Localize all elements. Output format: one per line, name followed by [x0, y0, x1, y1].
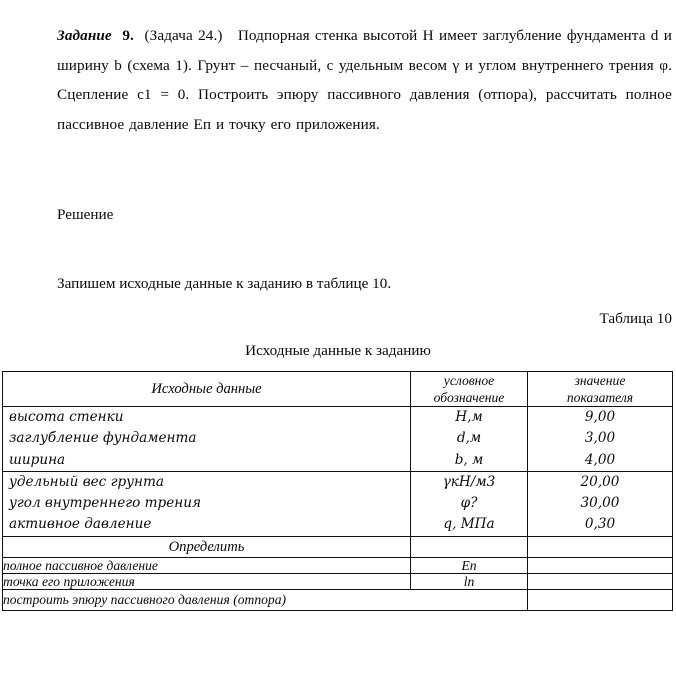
table-header-col2-line2: обозначение: [433, 390, 505, 405]
table-header-col3: [528, 372, 673, 407]
table-row-determine: [3, 536, 673, 557]
task-number-label: 9.: [122, 27, 134, 45]
group2-label-0: удельный вес грунта: [9, 473, 165, 490]
task-word-label: Задание: [57, 27, 112, 45]
table-row: [3, 471, 673, 536]
group1-symbol-0: H,м: [455, 409, 483, 425]
group2-symbols-cell: [411, 471, 528, 536]
group1-symbols-cell: [411, 407, 528, 472]
group2-label-1: угол внутреннего трения: [9, 495, 201, 512]
group2-values-cell: [528, 471, 673, 536]
table-header-col3-line1: значение: [574, 373, 626, 388]
table-row: [3, 573, 673, 589]
determine-row-0-symbol: Eп: [411, 557, 528, 573]
group1-labels-cell: [3, 407, 411, 472]
group2-label-2: активное давление: [9, 516, 152, 533]
table-header-row: [3, 372, 673, 407]
group2-symbol-1: φ?: [460, 495, 478, 512]
group1-values-cell: [528, 407, 673, 472]
determine-section-label: Определить: [3, 536, 411, 557]
determine-section-symbol-empty: [411, 536, 528, 557]
table-number-label: Таблица 10: [599, 310, 672, 327]
group1-value-0: 9,00: [584, 409, 616, 425]
group1-value-2: 4,00: [584, 451, 616, 468]
problem-statement-body: (Задача 24.) Подпорная стенка высотой H имеет заглубление фундамента d и ширину b (схема 1). Грунт – песчаный, с удельным весом γ и углом внутреннего трения φ. Сцепление c1 = 0. Построить эпюру пассивного давления (отпора), рассчитать полное пассивное давление Eп и точку его приложения.: [57, 27, 673, 133]
group2-value-0: 20,00: [580, 473, 620, 490]
determine-row-1-label: точка его приложения: [3, 573, 411, 589]
table-header-col1: Исходные данные: [3, 372, 411, 407]
table-header-col3-line2: показателя: [566, 390, 634, 405]
group1-label-0: высота стенки: [9, 409, 124, 425]
group1-symbol-1: d,м: [456, 430, 482, 447]
table-header-col2: [411, 372, 528, 407]
group2-value-1: 30,00: [580, 495, 620, 512]
table-caption: Исходные данные к заданию: [245, 342, 431, 359]
determine-row-1-symbol: lп: [411, 573, 528, 589]
table-header-col2-line1: условное: [443, 373, 495, 388]
group1-value-1: 3,00: [584, 430, 616, 447]
group1-label-2: ширина: [9, 451, 66, 468]
solution-heading: Решение: [57, 206, 114, 223]
table-row: [3, 557, 673, 573]
group1-symbol-2: b, м: [454, 451, 484, 468]
final-row-label: построить эпюру пассивного давления (отпора): [3, 589, 528, 610]
table-intro-text: Запишем исходные данные к заданию в таблице 10.: [57, 275, 392, 292]
determine-row-0-value: [528, 557, 673, 573]
table-row-final: [3, 589, 673, 610]
determine-row-1-value: [528, 573, 673, 589]
group1-label-1: заглубление фундамента: [9, 430, 197, 447]
initial-data-table: [2, 371, 673, 611]
determine-section-value-empty: [528, 536, 673, 557]
final-row-value: [528, 589, 673, 610]
table-row: [3, 407, 673, 472]
determine-row-0-label: полное пассивное давление: [3, 557, 411, 573]
group2-labels-cell: [3, 471, 411, 536]
group2-symbol-2: q, МПа: [443, 516, 495, 533]
problem-statement: [57, 21, 672, 139]
group2-value-2: 0,30: [584, 516, 616, 533]
group2-symbol-0: γкН/м3: [442, 473, 496, 490]
